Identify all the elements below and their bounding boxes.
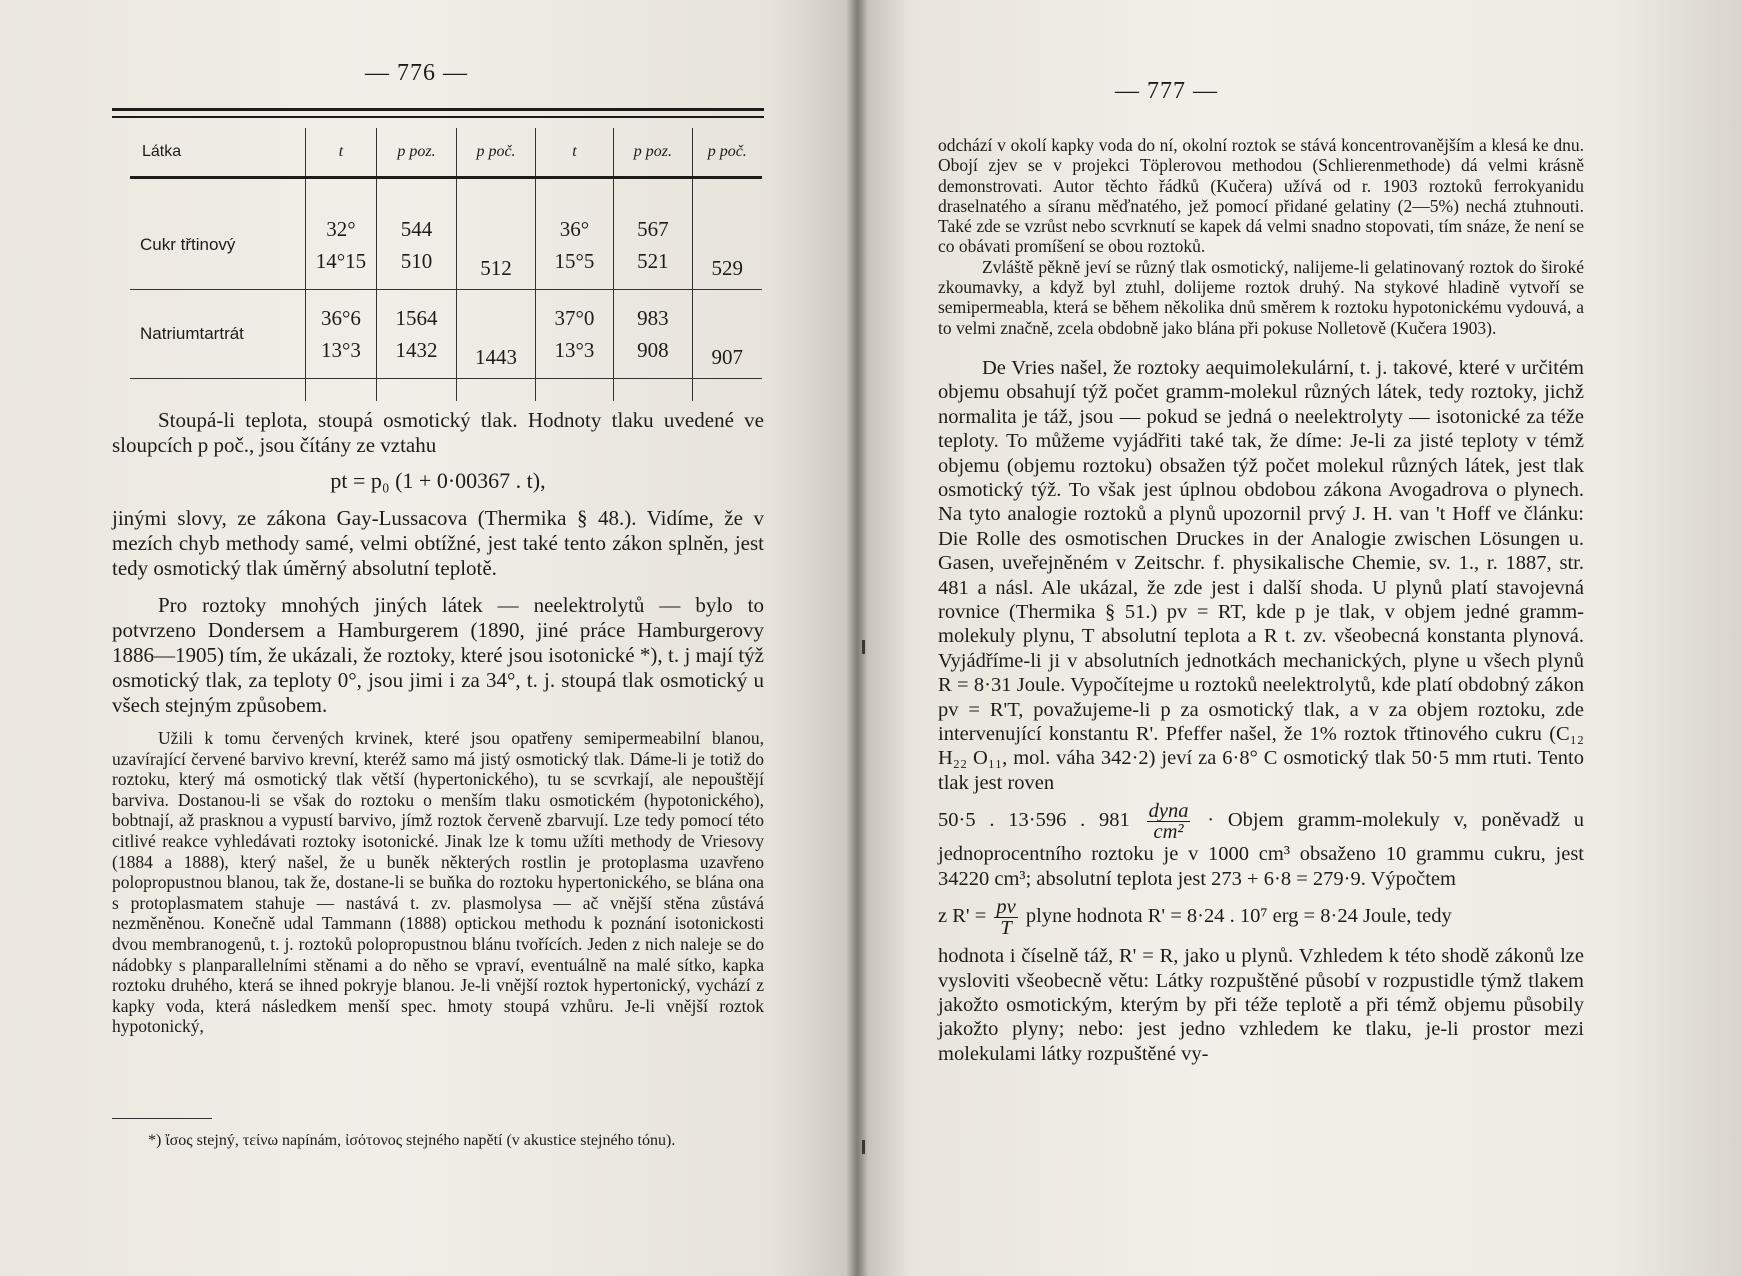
paragraph-temperature: Stoupá-li teplota, stoupá osmotický tlak. Hodnoty tlaku uvedené ve sloupcích p poč., jsou čítány ze vztahu xyxy=(112,408,764,457)
paragraph-donders-hamburger: Pro roztoky mnohých jiných látek — neelektrolytů — bylo to potvrzeno Dondersem a Hamburgerem (1890, jiné práce Hamburgerovy 1886—1905) tím, že ukázali, že roztoky, které jsou isotonické *), t. j mají týž osmotický tlak, za teploty 0°, jsou jimi i za 34°, t. j. stoupá tlak osmotický u všech stejným způsobem. xyxy=(112,593,764,717)
cell-t2: 36° 15°5 xyxy=(535,201,613,290)
header-p-poc-2: p poč. xyxy=(692,128,762,178)
table-top-rule xyxy=(112,108,764,111)
equation-pressure xyxy=(938,801,1584,891)
table-spacer-row xyxy=(130,379,762,402)
cell-t1: 36°6 13°3 xyxy=(306,290,377,379)
left-page xyxy=(0,0,858,1276)
margin-mark xyxy=(862,640,865,654)
cell-t2: 37°0 13°3 xyxy=(535,290,613,379)
cell-ppoz1: 544 510 xyxy=(376,201,456,290)
header-p-poz-1: p poz. xyxy=(376,128,456,178)
cell-ppoz2: 567 521 xyxy=(614,201,692,290)
table-header-row xyxy=(130,128,762,178)
paragraph-conclusion: hodnota i číselně táž, R' = R, jako u plynů. Vzhledem k této shodě zákonů lze vysloviti všeobecně větu: Látky rozpuštěné působí v rozpustidle týmž tlakem jakožto osmotickým, kterým by při téže teplotě a při témž objemu působily jakožto plyny; nebo: jest jedno vzhledem ke tlaku, je-li prostor mezi molekulami látky rozpuštěné vy- xyxy=(938,945,1584,1065)
paragraph-toepler: odchází v okolí kapky voda do ní, okolní roztok se stává koncentrovanějším a klesá ke dnu. Obojí zjev se v projekci Töplerovou methodou (Schlierenmethode) dá velmi krásně demonstrovati. Autor těchto řádků (Kučera) užívá od r. 1903 roztoků ferrokyanidu draselnatého a síranu měďnatého, jež pomocí přidané gelatiny (2—5%) nechá ztuhnouti. Také zde se vzrůst nebo scvrknutí se kapek dá velmi snadno stopovati, tím snáze, že není se co obávati promíšení se obou roztoků. xyxy=(938,135,1584,257)
fraction-pv-t: $\frac{pv}{T}$ xyxy=(996,896,1016,940)
gay-lussac-formula: pt = p₀ (1 + 0·00367 . t), xyxy=(330,468,546,493)
cell-ppoc1: 512 xyxy=(457,201,535,290)
paragraph-gay-lussac: jinými slovy, ze zákona Gay-Lussacova (Thermika § 48.). Vidíme, že v mezích chyb methody samé, velmi obtížné, jest také tento zákon splněn, jest tedy osmotický tlak úměrný absolutní teplotě. xyxy=(112,506,764,580)
osmotic-pressure-table xyxy=(130,128,762,401)
cell-ppoc1: 1443 xyxy=(457,290,535,379)
cell-ppoc2: 529 xyxy=(692,201,762,290)
table-row xyxy=(130,201,762,290)
eq1-prefix: 50·5 . 13·596 . 981 xyxy=(938,809,1130,832)
page-number-left: — 776 — xyxy=(365,60,468,86)
header-p-poz-2: p poz. xyxy=(614,128,692,178)
table-spacer-row xyxy=(130,178,762,202)
margin-mark xyxy=(862,1140,865,1154)
cell-ppoz1: 1564 1432 xyxy=(376,290,456,379)
cell-ppoz2: 983 908 xyxy=(614,290,692,379)
eq1-suffix: · Objem gramm-molekuly v, poněvadž u jednoprocentního roztoku je v 1000 cm³ obsaženo 10 grammu cukru, jest 34220 cm³; absolutní teplota jest 273 + 6·8 = 279·9. Výpočtem xyxy=(938,809,1585,890)
footnote-rule xyxy=(112,1118,212,1119)
paragraph-red-blood-cells: Užili k tomu červených krvinek, které jsou opatřeny semipermeabilní blanou, uzavírající červené barvivo krevní, kteréž samo má jistý osmotický tlak. Dáme-li je totiž do roztoku, který má osmotický tlak větší (hypertonického), tu se scvrkají, ale nepouštějí barviva. Dostanou-li se však do roztoku o menším tlaku osmotickém (hypotonického), bobtnají, až prasknou a vypustí barvivo, jímž roztok červeně zbarvují. Lze tedy pomocí této citlivé reakce vyhledávati roztoky isotonické. Jinak lze k tomu užíti methody de Vriesovy (1884 a 1888), který našel, že u buněk některých rostlin je protoplasma uzavřeno polopropustnou blanou, tak že, dostane-li se buňka do roztoku hypertonického, se blána ona s protoplasmatem stahuje — nastává t. zv. plasmolysa — ač vnější stěna zůstává nezměněnou. Konečně udal Tammann (1888) optickou methodu k poznání isotonickosti dvou membranogenů, t. j. roztoků polopropustnou blánu tvořících. Jeden z nich naleje se do nádobky s planparallelními stěnami a do něho se vpraví, eventuálně na malé sítko, kapka roztoku druhého, která se ihned pokryje blanou. Je-li vnější roztok hypertonický, vychází z kapky voda, která následkem menší spec. hmoty stoupá vzhůru. Je-li vnější roztok hypotonický, xyxy=(112,728,764,1037)
paragraph-gelatin: Zvláště pěkně jeví se různý tlak osmotický, nalijeme-li gelatinovaný roztok do široké zkoumavky, a když byl ztuhl, dolijeme roztok druhý. Na stykové hladině vytvoří se semipermeabla, která se během několika dnů směrem k roztoku hypotonickému vydouvá, a to velmi značně, zcela obdobně jako blána při pokuse Nolletově (Kučera 1903). xyxy=(938,256,1584,338)
header-p-poc-1: p poč. xyxy=(457,128,535,178)
book-gutter xyxy=(846,0,868,1276)
eq2-suffix: plyne hodnota R' = 8·24 . 10⁷ erg = 8·24 Joule, tedy xyxy=(1025,905,1452,928)
cell-substance: Cukr třtinový xyxy=(130,201,306,290)
header-t-1: t xyxy=(306,128,377,178)
left-text-column xyxy=(112,408,764,1037)
header-t-2: t xyxy=(535,128,613,178)
equation-r-prime xyxy=(938,897,1584,938)
cell-substance: Natriumtartrát xyxy=(130,290,306,379)
page-number-right: — 777 — xyxy=(1115,78,1218,104)
cell-ppoc2: 907 xyxy=(692,290,762,379)
eq2-prefix: z R' = xyxy=(938,905,987,928)
right-text-column xyxy=(938,135,1584,1066)
footnote: *) ἴσος stejný, τείνω napínám, ἰσότονος stejného napětí (v akustice stejného tónu). xyxy=(148,1132,676,1149)
table-row xyxy=(130,290,762,379)
paragraph-de-vries: De Vries našel, že roztoky aequimolekulární, t. j. takové, které v určitém objemu obsahují týž počet gramm-molekul různých látek, tedy roztoky, jichž normalita je táž, jsou — pokud se jedná o neelektrolyty — isotonické za téže teploty. To můžeme vyjádřiti také tak, že díme: Je-li za jisté teploty v témž objemu (objemu roztoku) obsažen týž počet molekul různých látek, jest tlak osmotický týž. To však jest úplnou obdobou zákona Avogadrova o plynech. Na tyto analogie roztoků a plynů upozornil prvý J. H. van 't Hoff ve článku: Die Rolle des osmotischen Druckes in der Analogie zwischen Lösungen u. Gasen, uveřejněném v Zeitschr. f. physikalische Chemie, sv. 1., r. 1887, str. 481 a násl. Ale ukázal, že zde jest i další shoda. U plynů platí stavojevná rovnice (Thermika § 51.) pv = RT, kde p je tlak, v objem jedné gramm-molekuly plynu, T absolutní teplota a R t. zv. všeobecná konstanta plynová. Vyjádříme-li ji v absolutních jednotkách mechanických, plyne u všech plynů R = 8·31 Joule. Vypočítejme u roztoků neelektrolytů, kde platí obdobný zákon pv = R'T, považujeme-li p za osmotický tlak, a v za objem roztoku, zde intervenující konstantu R'. Pfeffer našel, že 1% roztok třtinového cukru (C₁₂ H₂₂ O₁₁, mol. váha 342·2) jeví za 6·8° C osmotický tlak 50·5 mm rtuti. Tento tlak jest roven xyxy=(938,356,1584,794)
cell-t1: 32° 14°15 xyxy=(306,201,377,290)
fraction-dyna-cm2: $\frac{\text{dyna}}{\text{cm²}}$ xyxy=(1148,800,1189,844)
table-top-rule-2 xyxy=(112,116,764,118)
header-substance: Látka xyxy=(130,128,306,178)
